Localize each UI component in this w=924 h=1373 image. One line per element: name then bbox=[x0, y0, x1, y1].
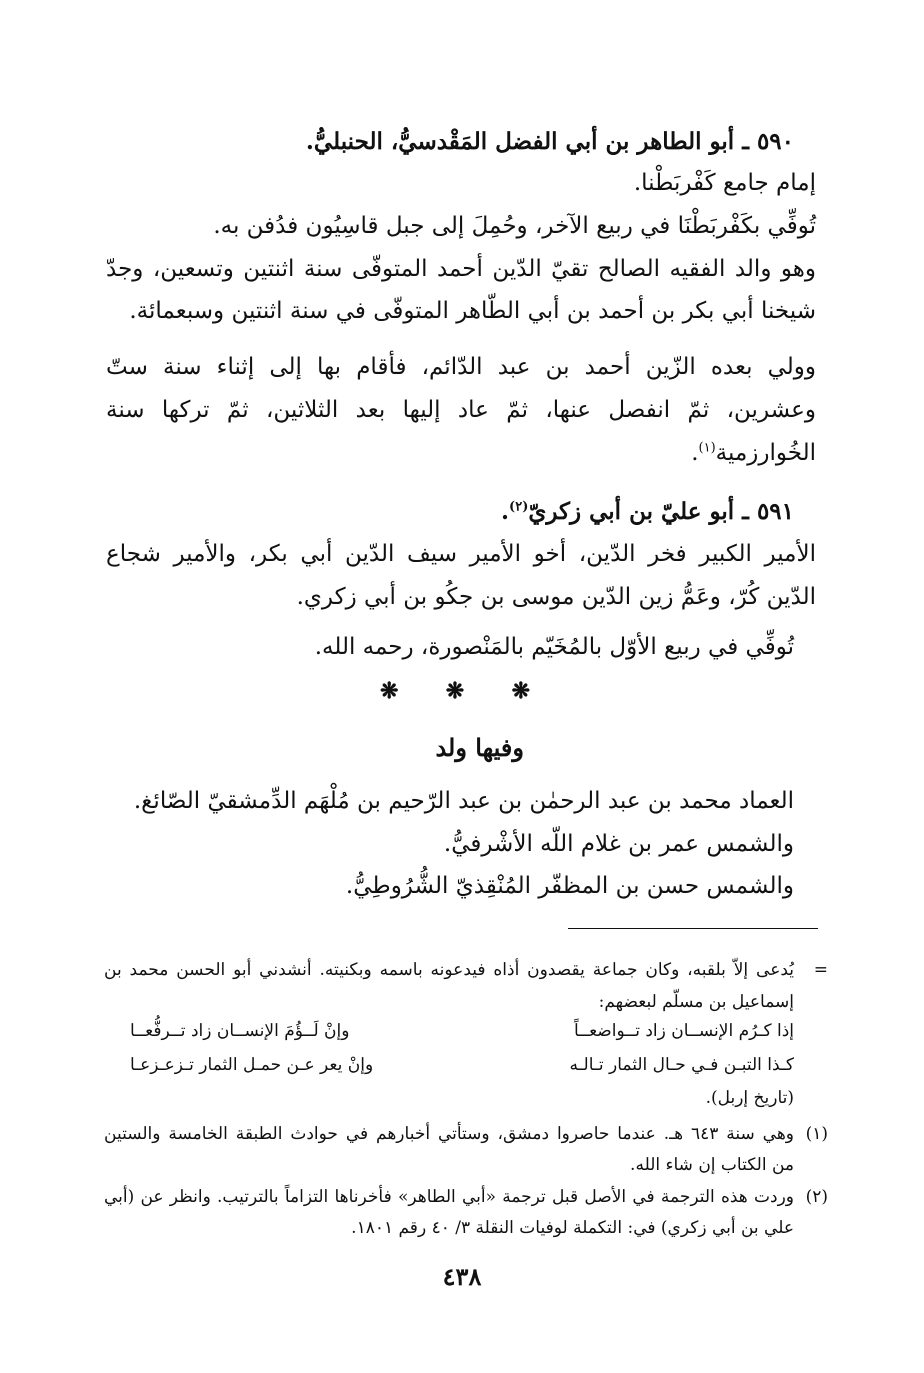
entry-590-line-2: تُوفِّي بكَفْربَطْنَا في ربيع الآخر، وحُمِلَ إلى جبل قاسِيُون فدُفن به. bbox=[213, 213, 816, 239]
births-line-3: والشمس حسن بن المظفّر المُنْقِذيّ الشُّرُوطِيُّ. bbox=[345, 873, 794, 899]
footnote-ref-1[interactable]: (١) bbox=[698, 440, 716, 456]
entry-591-line-2: الدّين كُرّ، وعَمُّ زين الدّين موسى بن جكُو بن أبي زكري. bbox=[296, 584, 816, 610]
entry-590-line-4: شيخنا أبي بكر بن أحمد بن أبي الطّاهر المتوفّى في سنة اثنتين وسبعمائة. bbox=[129, 298, 816, 324]
verse-1-second-hemistich: وإنْ لَــؤُمَ الإنســان زاد تــرفُّعــا bbox=[130, 1021, 350, 1041]
section-separator bbox=[380, 678, 530, 704]
entry-590-line-6: وعشرين، ثمّ انفصل عنها، ثمّ عاد إليها بعد الثلاثين، ثمّ تركها سنة bbox=[106, 397, 816, 423]
asterism-icon: ❋ bbox=[445, 678, 465, 704]
asterism-icon: ❋ bbox=[511, 678, 530, 704]
footnote-2-line-2: علي بن أبي زكري) في: التكملة لوفيات النقلة ٣/ ٤٠ رقم ١٨٠١. bbox=[351, 1218, 794, 1238]
footnote-ref-2[interactable]: (٢) bbox=[509, 499, 529, 515]
footnote-divider bbox=[568, 928, 818, 929]
footnote-1-line-1: وهي سنة ٦٤٣ هـ. عندما حاصروا دمشق، وستأتي أخبارهم في حوادث الطبقة الخامسة والستين bbox=[104, 1124, 795, 1144]
entry-591-heading-end: . bbox=[501, 498, 510, 525]
page-number: ٤٣٨ bbox=[442, 1262, 482, 1291]
footnote-continuation-source: (تاريخ إربل). bbox=[705, 1088, 794, 1108]
footnote-2-number: (٢) bbox=[805, 1187, 828, 1207]
entry-590-line-7 bbox=[691, 440, 816, 466]
entry-590-line-5: وولي بعده الزّين أحمد بن عبد الدّائم، فأقام بها إلى إثناء سنة ستّ bbox=[106, 354, 816, 380]
births-line-2: والشمس عمر بن غلام اللّه الأشْرفيُّ. bbox=[443, 831, 794, 857]
entry-590-line-7-end: . bbox=[691, 440, 699, 466]
verse-2-first-hemistich: كـذا التبـن فـي حـال الثمار تـالـه bbox=[569, 1055, 794, 1075]
births-section-title: وفيها ولد bbox=[435, 733, 524, 762]
entry-590-line-1: إمام جامع كَفْربَطْنا. bbox=[633, 170, 816, 196]
footnote-continuation-line-2: إسماعيل بن مسلّم لبعضهم: bbox=[598, 992, 794, 1012]
entry-590-heading: ٥٩٠ ـ أبو الطاهر بن أبي الفضل المَقْدسيُّ، الحنبليُّ. bbox=[305, 128, 794, 155]
verse-1-first-hemistich: إذا كـرُم الإنســان زاد تــواضعــاً bbox=[573, 1021, 794, 1041]
footnote-continuation-marker: = bbox=[813, 960, 828, 980]
verse-2-second-hemistich: وإنْ يعر عـن حمـل الثمار تـزعـزعـا bbox=[130, 1055, 374, 1075]
footnote-2-line-1: وردت هذه الترجمة في الأصل قبل ترجمة «أبي الطاهر» فأخرناها التزاماً بالترتيب. وانظر عن (أبي bbox=[104, 1187, 794, 1207]
asterism-icon: ❋ bbox=[380, 678, 399, 704]
entry-590-line-3: وهو والد الفقيه الصالح تقيّ الدّين أحمد المتوفّى سنة اثنتين وتسعين، وجدّ bbox=[106, 256, 816, 282]
entry-591-line-3: تُوفِّي في ربيع الأوّل بالمُخَيّم بالمَنْصورة، رحمه الله. bbox=[314, 634, 794, 660]
footnote-1-line-2: من الكتاب إن شاء الله. bbox=[630, 1155, 794, 1175]
footnote-1-number: (١) bbox=[805, 1124, 828, 1144]
entry-591-heading-text: ٥٩١ ـ أبو عليّ بن أبي زكريّ bbox=[528, 498, 794, 525]
births-line-1: العماد محمد بن عبد الرحمٰن بن عبد الرّحيم بن مُلْهَم الدِّمشقيّ الصّائغ. bbox=[133, 788, 794, 814]
footnote-continuation-line-1: يُدعى إلاّ بلقبه، وكان جماعة يقصدون أذاه فيدعونه باسمه وبكنيته. أنشدني أبو الحسن محمد بن bbox=[104, 960, 794, 980]
entry-591-heading bbox=[501, 498, 794, 525]
entry-591-line-1: الأمير الكبير فخر الدّين، أخو الأمير سيف الدّين أبي بكر، والأمير شجاع bbox=[106, 541, 816, 567]
entry-590-line-7-text: الخُوارزمية bbox=[715, 440, 816, 466]
